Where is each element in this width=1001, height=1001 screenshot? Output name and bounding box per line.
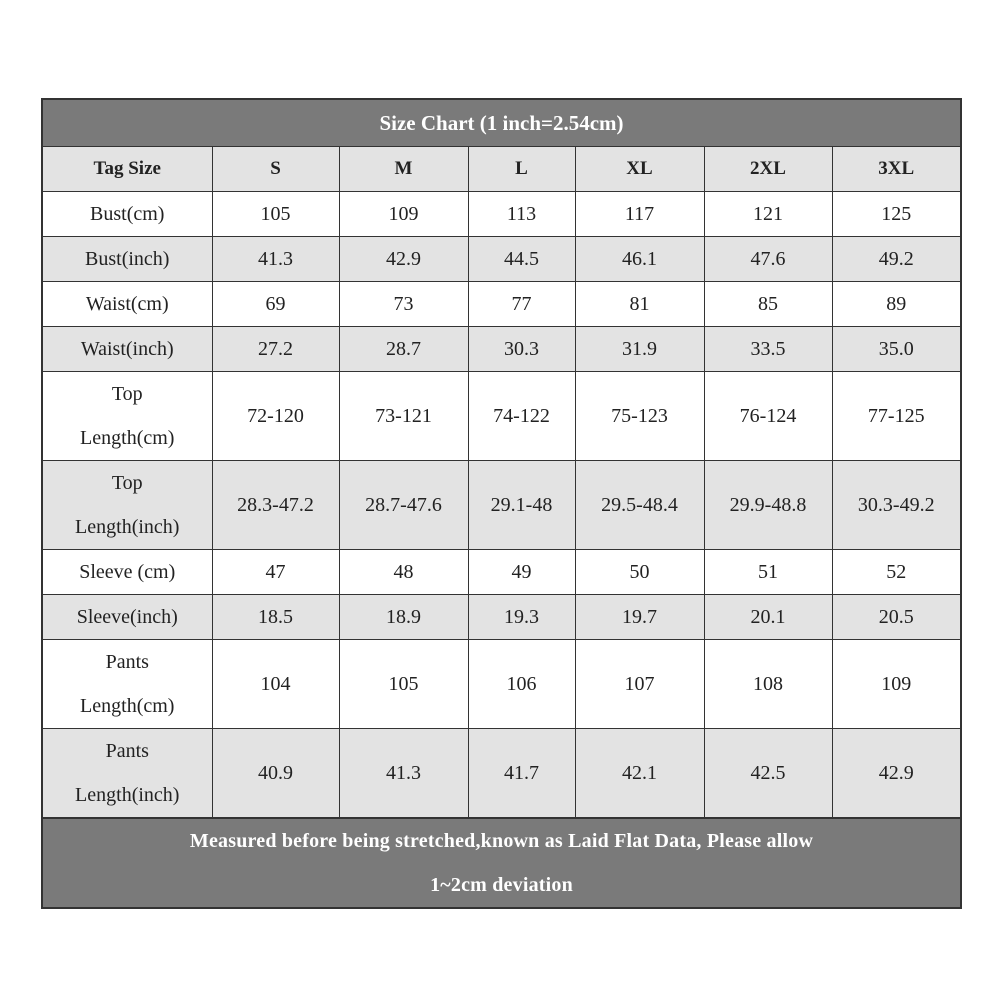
table-cell: 41.7 xyxy=(468,729,575,818)
row-label xyxy=(43,372,212,461)
row-label xyxy=(43,237,212,282)
table-cell: 49.2 xyxy=(832,237,960,282)
row-label xyxy=(43,282,212,327)
table-cell: 81 xyxy=(575,282,704,327)
row-label-line: Bust(inch) xyxy=(85,248,170,270)
header-cell: 3XL xyxy=(832,147,960,192)
row-label xyxy=(43,595,212,640)
table-row xyxy=(43,461,960,550)
table-row xyxy=(43,595,960,640)
table-cell: 19.3 xyxy=(468,595,575,640)
table-cell: 42.5 xyxy=(704,729,832,818)
row-label-line: Length(inch) xyxy=(75,516,180,538)
row-label-line: Sleeve(inch) xyxy=(76,606,178,628)
table-cell: 73 xyxy=(339,282,468,327)
table-row xyxy=(43,729,960,818)
table-cell: 28.3-47.2 xyxy=(212,461,339,550)
table-cell: 28.7-47.6 xyxy=(339,461,468,550)
table-cell: 46.1 xyxy=(575,237,704,282)
table-cell: 28.7 xyxy=(339,327,468,372)
table-cell: 104 xyxy=(212,640,339,729)
row-label-line: Top xyxy=(111,472,143,494)
table-cell: 77-125 xyxy=(832,372,960,461)
table-cell: 27.2 xyxy=(212,327,339,372)
row-label xyxy=(43,327,212,372)
table-cell: 47.6 xyxy=(704,237,832,282)
table-body xyxy=(43,192,960,818)
row-label-line: Length(cm) xyxy=(80,427,175,449)
table-cell: 73-121 xyxy=(339,372,468,461)
table-row xyxy=(43,282,960,327)
table-cell: 125 xyxy=(832,192,960,237)
size-table xyxy=(43,147,960,818)
header-cell: S xyxy=(212,147,339,192)
table-cell: 72-120 xyxy=(212,372,339,461)
table-row xyxy=(43,192,960,237)
table-cell: 89 xyxy=(832,282,960,327)
row-label-line: Waist(cm) xyxy=(85,293,169,315)
table-cell: 51 xyxy=(704,550,832,595)
row-label-line: Top xyxy=(111,383,143,405)
row-label-line: Waist(inch) xyxy=(80,338,174,360)
table-cell: 48 xyxy=(339,550,468,595)
header-row xyxy=(43,147,960,192)
table-cell: 33.5 xyxy=(704,327,832,372)
table-cell: 35.0 xyxy=(832,327,960,372)
table-cell: 29.5-48.4 xyxy=(575,461,704,550)
table-row xyxy=(43,640,960,729)
table-cell: 20.1 xyxy=(704,595,832,640)
table-cell: 105 xyxy=(212,192,339,237)
table-cell: 50 xyxy=(575,550,704,595)
table-cell: 20.5 xyxy=(832,595,960,640)
header-cell: Tag Size xyxy=(43,147,212,192)
table-cell: 19.7 xyxy=(575,595,704,640)
table-cell: 41.3 xyxy=(212,237,339,282)
table-cell: 41.3 xyxy=(339,729,468,818)
table-cell: 77 xyxy=(468,282,575,327)
table-cell: 42.1 xyxy=(575,729,704,818)
footer-line: 1~2cm deviation xyxy=(430,874,573,896)
table-cell: 69 xyxy=(212,282,339,327)
row-label-line: Sleeve (cm) xyxy=(79,561,176,583)
table-cell: 109 xyxy=(339,192,468,237)
table-cell: 29.9-48.8 xyxy=(704,461,832,550)
table-cell: 44.5 xyxy=(468,237,575,282)
table-cell: 107 xyxy=(575,640,704,729)
row-label xyxy=(43,729,212,818)
row-label-line: Pants xyxy=(105,740,149,762)
table-cell: 109 xyxy=(832,640,960,729)
chart-title: Size Chart (1 inch=2.54cm) xyxy=(43,100,960,147)
table-cell: 106 xyxy=(468,640,575,729)
footer-line: Measured before being stretched,known as Laid Flat Data, Please allow xyxy=(189,830,814,852)
row-label-line: Bust(cm) xyxy=(90,203,165,225)
row-label-line: Length(cm) xyxy=(80,695,175,717)
table-cell: 121 xyxy=(704,192,832,237)
row-label xyxy=(43,640,212,729)
table-cell: 52 xyxy=(832,550,960,595)
table-cell: 47 xyxy=(212,550,339,595)
table-cell: 75-123 xyxy=(575,372,704,461)
table-row xyxy=(43,372,960,461)
table-cell: 74-122 xyxy=(468,372,575,461)
table-row xyxy=(43,327,960,372)
table-cell: 40.9 xyxy=(212,729,339,818)
header-cell: L xyxy=(468,147,575,192)
table-cell: 85 xyxy=(704,282,832,327)
table-cell: 76-124 xyxy=(704,372,832,461)
header-cell: XL xyxy=(575,147,704,192)
row-label-line: Pants xyxy=(105,651,149,673)
table-cell: 18.5 xyxy=(212,595,339,640)
table-cell: 113 xyxy=(468,192,575,237)
table-cell: 30.3 xyxy=(468,327,575,372)
header-cell: 2XL xyxy=(704,147,832,192)
header-cell: M xyxy=(339,147,468,192)
table-cell: 108 xyxy=(704,640,832,729)
row-label-line: Length(inch) xyxy=(75,784,180,806)
table-cell: 29.1-48 xyxy=(468,461,575,550)
footer-note xyxy=(43,818,960,907)
table-cell: 105 xyxy=(339,640,468,729)
table-cell: 18.9 xyxy=(339,595,468,640)
table-cell: 117 xyxy=(575,192,704,237)
table-row xyxy=(43,550,960,595)
table-cell: 42.9 xyxy=(339,237,468,282)
table-cell: 42.9 xyxy=(832,729,960,818)
table-cell: 31.9 xyxy=(575,327,704,372)
table-cell: 49 xyxy=(468,550,575,595)
table-cell: 30.3-49.2 xyxy=(832,461,960,550)
row-label xyxy=(43,461,212,550)
size-chart xyxy=(41,98,962,909)
table-row xyxy=(43,237,960,282)
row-label xyxy=(43,550,212,595)
row-label xyxy=(43,192,212,237)
